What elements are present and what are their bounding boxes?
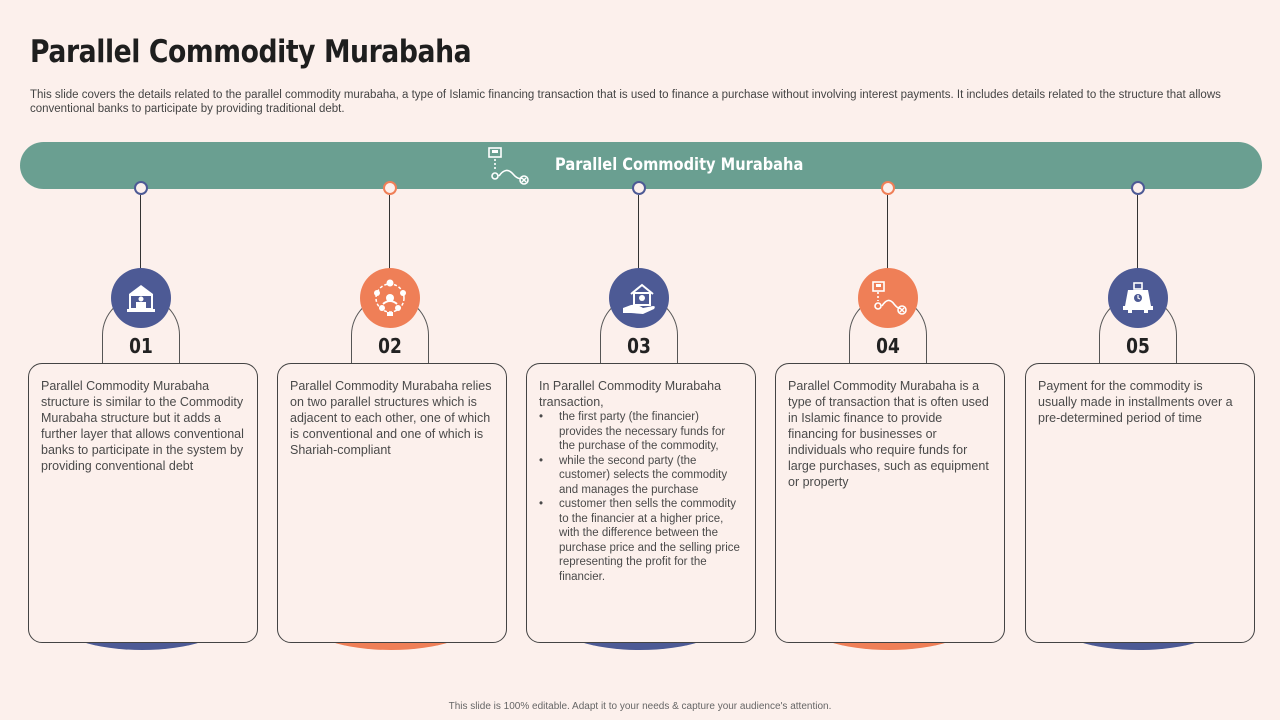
step-bullets bbox=[539, 410, 743, 584]
connector-line bbox=[638, 195, 639, 275]
timeline-dot bbox=[881, 181, 895, 195]
page-subtitle: This slide covers the details related to the parallel commodity murabaha, a type of Islamic financing transaction that is used to finance a purchase without involving interest payments. It includes details related to the structure that allows conventional banks to participate by providing traditional debt. bbox=[30, 89, 1221, 115]
people-network-icon bbox=[360, 268, 420, 328]
step-icon-circle bbox=[1108, 268, 1168, 328]
step-05 bbox=[1025, 181, 1257, 651]
step-icon-circle bbox=[609, 268, 669, 328]
step-text: Parallel Commodity Murabaha relies on two parallel structures which is adjacent to each other, one of which is conventional and one of which is Shariah-compliant bbox=[290, 379, 492, 457]
timeline-dot bbox=[383, 181, 397, 195]
flow-icon bbox=[486, 146, 530, 186]
step-text: Parallel Commodity Murabaha structure is similar to the Commodity Murabaha structure but it adds a further layer that allows conventional banks to participate in the system by providing conventional debt bbox=[41, 379, 244, 473]
timeline-dot bbox=[632, 181, 646, 195]
connector-line bbox=[887, 195, 888, 275]
step-03 bbox=[526, 181, 758, 651]
banner-title: Parallel Commodity Murabaha bbox=[555, 155, 804, 175]
connector-line bbox=[1137, 195, 1138, 275]
page-title: Parallel Commodity Murabaha bbox=[30, 34, 472, 70]
step-04 bbox=[775, 181, 1007, 651]
step-text: Payment for the commodity is usually made in installments over a pre-determined period of time bbox=[1038, 379, 1233, 425]
step-01 bbox=[28, 181, 260, 651]
step-number: 05 bbox=[1126, 334, 1150, 358]
step-icon-circle bbox=[111, 268, 171, 328]
connector-line bbox=[389, 195, 390, 275]
payment-machine-icon bbox=[1108, 268, 1168, 328]
timeline-dot bbox=[134, 181, 148, 195]
step-icon-circle bbox=[360, 268, 420, 328]
step-number: 02 bbox=[378, 334, 402, 358]
list-item: • while the second party (the customer) selects the commodity and manages the purchase bbox=[539, 454, 743, 498]
step-card bbox=[277, 363, 507, 643]
step-text: Parallel Commodity Murabaha is a type of transaction that is often used in Islamic finance to provide financing for businesses or individuals who require funds for large purchases, such as equipment or property bbox=[788, 379, 989, 489]
list-item: • customer then sells the commodity to the financier at a higher price, with the difference between the purchase price and the selling price representing the profit for the financier. bbox=[539, 497, 743, 584]
list-item: • the first party (the financier) provides the necessary funds for the purchase of the commodity, bbox=[539, 410, 743, 454]
step-card bbox=[775, 363, 1005, 643]
step-intro: In Parallel Commodity Murabaha transaction, bbox=[539, 379, 722, 409]
step-number: 01 bbox=[129, 334, 153, 358]
step-card bbox=[526, 363, 756, 643]
timeline-dot bbox=[1131, 181, 1145, 195]
step-card bbox=[28, 363, 258, 643]
step-icon-circle bbox=[858, 268, 918, 328]
step-number: 04 bbox=[876, 334, 900, 358]
connector-line bbox=[140, 195, 141, 275]
step-02 bbox=[277, 181, 509, 651]
bank-icon bbox=[111, 268, 171, 328]
hand-house-icon bbox=[609, 268, 669, 328]
flow-icon bbox=[858, 268, 918, 328]
step-card bbox=[1025, 363, 1255, 643]
footer-note: This slide is 100% editable. Adapt it to your needs & capture your audience's attention. bbox=[448, 701, 832, 712]
step-number: 03 bbox=[627, 334, 651, 358]
